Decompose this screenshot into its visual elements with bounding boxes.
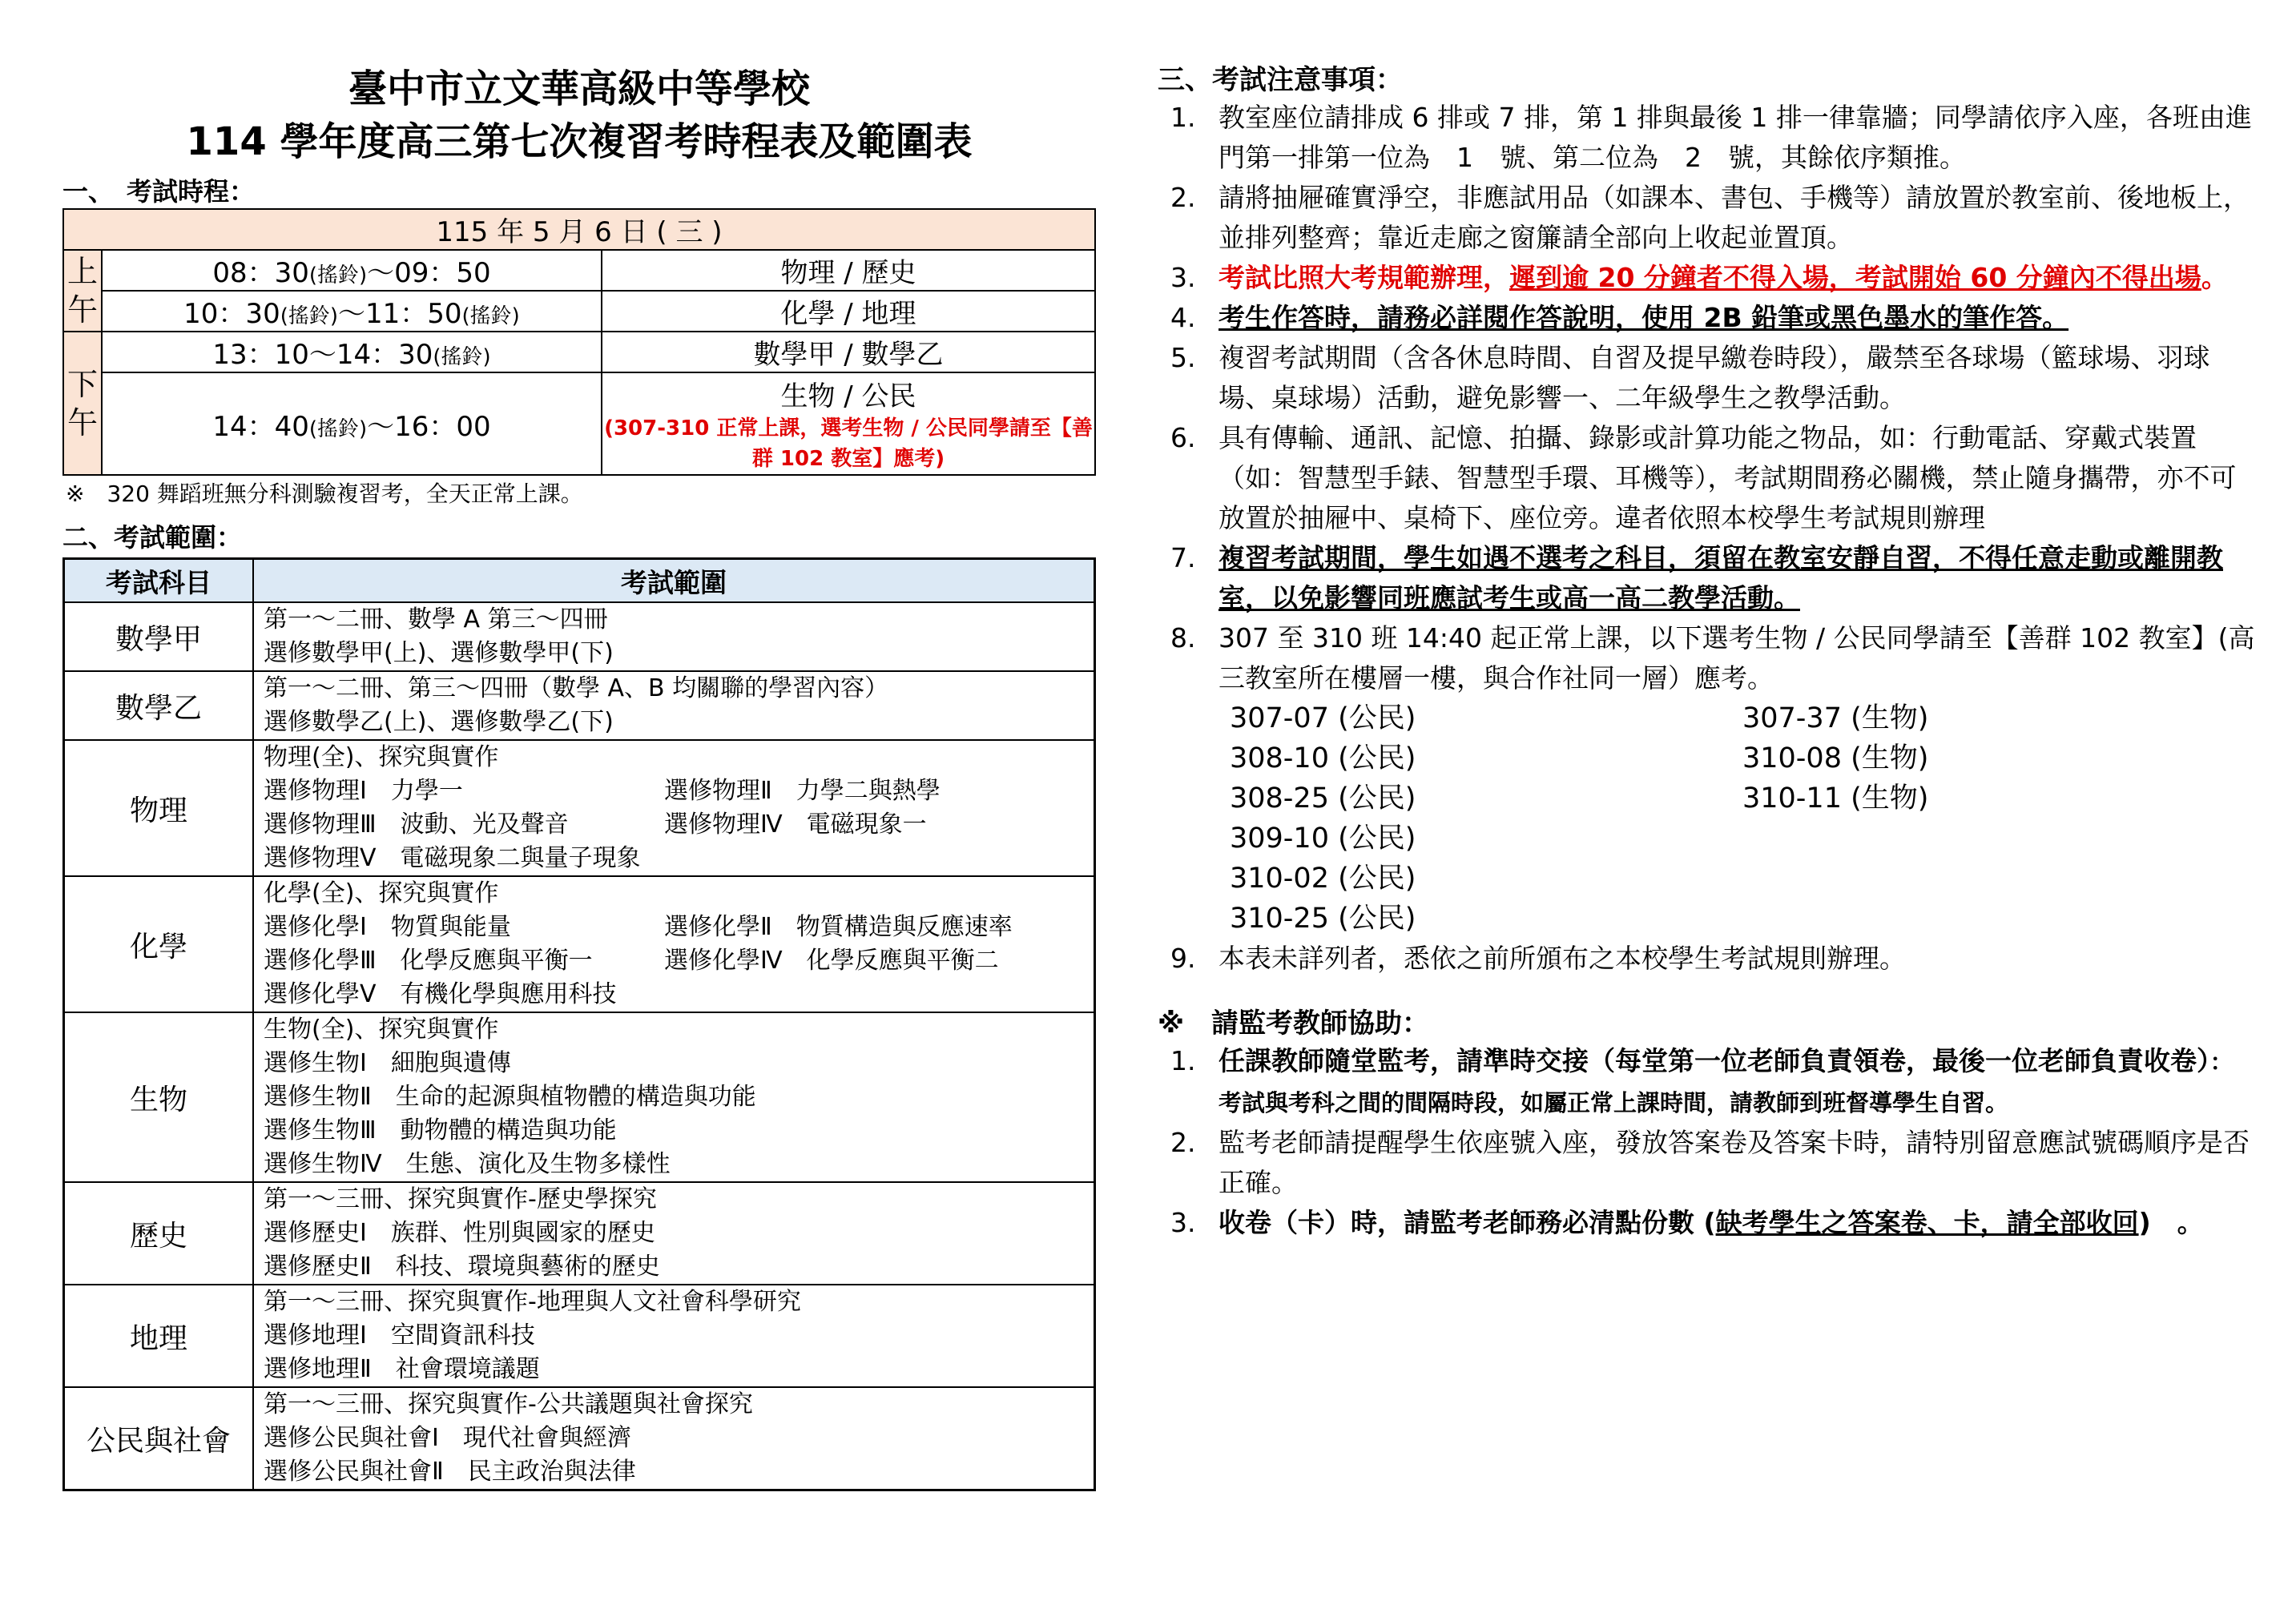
class-entry: 308-10 (公民) (1230, 742, 1416, 774)
scope-line: 選修化學Ⅴ 有機化學與應用科技 (264, 980, 617, 1008)
class-entry: 310-08 (生物) (1742, 742, 1929, 774)
document-title: 114 學年度高三第七次複習考時程表及範圍表 (186, 119, 973, 164)
civics-class-list (1230, 698, 1416, 939)
note-item-4: 4. 考生作答時，請務必詳閱作答說明，使用 2B 鉛筆或黑色墨水的筆作答。 (1170, 302, 2069, 333)
class-entry: 310-25 (公民) (1230, 903, 1416, 935)
scope-line: 第一～三冊、探究與實作-公共議題與社會探究 (264, 1390, 753, 1418)
scope-line: 選修公民與社會Ⅱ 民主政治與法律 (264, 1458, 636, 1486)
scope-subject: 歷史 (64, 1182, 254, 1285)
scope-line: 化學(全)、探究與實作 (264, 879, 499, 907)
class-entry: 307-07 (公民) (1230, 702, 1416, 734)
note-item-2: 2. 請將抽屜確實淨空，非應試用品（如課本、書包、手機等）請放置於教室前、後地板上，並排列整齊；靠近走廊之窗簾請全部向上收起並置頂。 (1170, 182, 2250, 253)
left-column (62, 62, 1096, 1491)
scope-line: 選修生物Ⅳ 生態、演化及生物多樣性 (264, 1150, 671, 1178)
scope-row (64, 671, 1095, 740)
class-entry: 310-02 (公民) (1230, 863, 1416, 895)
note-item-5: 5. 複習考試期間（含各休息時間、自習及提早繳卷時段），嚴禁至各球場（籃球場、羽球場、桌球場）活動，避免影響一、二年級學生之教學活動。 (1170, 342, 2210, 413)
scope-line: 選修地理Ⅱ 社會環境議題 (264, 1355, 540, 1383)
exam-date: 115 年 5 月 6 日 ( 三 ) (63, 209, 1095, 250)
class-entry: 307-37 (生物) (1742, 702, 1929, 734)
proctor-item-3: 3. 收卷（卡）時，請監考老師務必清點份數 (缺考學生之答案卷、卡，請全部收回) 。 (1170, 1207, 2204, 1238)
note-item-6: 6. 具有傳輸、通訊、記憶、拍攝、錄影或計算功能之物品，如：行動電話、穿戴式裝置（如：智慧型手錶、智慧型手環、耳機等），考試期間務必關機，禁止隨身攜帶，亦不可放置於抽屜中、桌椅下、座位旁。違者依照本校學生考試規則辦理 (1170, 422, 2237, 533)
scope-subject: 化學 (64, 876, 254, 1012)
scope-row (64, 602, 1095, 671)
slot-4-note: (307-310 正常上課，選考生物 / 公民同學請至【善群 102 教室】應考) (604, 416, 1093, 471)
schedule-heading: 一、 考試時程： (62, 176, 256, 207)
scope-row (64, 1285, 1095, 1387)
time-slot-4: 14：40(搖鈴)～16：00 (102, 372, 602, 475)
scope-line: 物理(全)、探究與實作 (264, 743, 499, 771)
note-item-3: 3. 考試比照大考規範辦理，遲到逾 20 分鐘者不得入場，考試開始 60 分鐘內不得出場。 (1170, 262, 2228, 293)
subject-slot-2: 化學 / 地理 (602, 291, 1095, 332)
scope-content (253, 671, 1095, 740)
scope-table (62, 557, 1096, 1491)
biology-class-list (1742, 698, 1928, 819)
col-subject-header: 考試科目 (64, 559, 254, 603)
scope-subject: 公民與社會 (64, 1387, 254, 1490)
class-entry: 309-10 (公民) (1230, 823, 1416, 855)
scope-line: 生物(全)、探究與實作 (264, 1016, 499, 1044)
morning-label: 上 午 (63, 250, 102, 332)
note-item-9: 9. 本表未詳列者，悉依之前所頒布之本校學生考試規則辦理。 (1170, 943, 1906, 974)
school-title: 臺中市立文華高級中等學校 (348, 66, 810, 111)
scope-line: 選修物理Ⅰ 力學一 選修物理Ⅱ 力學二與熱學 (264, 777, 941, 805)
scope-line: 選修化學Ⅰ 物質與能量 選修化學Ⅱ 物質構造與反應速率 (264, 913, 1013, 941)
scope-content (253, 1387, 1095, 1490)
right-column (1158, 62, 2255, 1243)
scope-content (253, 1182, 1095, 1285)
scope-row (64, 1012, 1095, 1182)
scope-subject: 數學甲 (64, 602, 254, 671)
scope-line: 第一～二冊、數學 A 第三～四冊 (264, 605, 608, 634)
scope-line: 選修生物Ⅱ 生命的起源與植物體的構造與功能 (264, 1083, 756, 1111)
scope-line: 選修數學乙(上)、選修數學乙(下) (264, 708, 614, 736)
time-slot-3: 13：10～14：30(搖鈴) (102, 332, 602, 372)
note-item-1: 1. 教室座位請排成 6 排或 7 排，第 1 排與最後 1 排一律靠牆；同學請依序入座，各班由進門第一排第一位為 1 號、第二位為 2 號，其餘依序類推。 (1170, 102, 2252, 173)
scope-line: 選修化學Ⅲ 化學反應與平衡一 選修化學Ⅳ 化學反應與平衡二 (264, 947, 999, 975)
class-entry: 308-25 (公民) (1230, 782, 1416, 815)
col-scope-header: 考試範圍 (253, 559, 1095, 603)
proctor-item-1: 1. 任課教師隨堂監考，請準時交接（每堂第一位老師負責領卷，最後一位老師負責收卷）：考試與考科之間的間隔時段，如屬正常上課時間，請教師到班督導學生自習。 (1170, 1045, 2234, 1116)
scope-subject: 物理 (64, 740, 254, 876)
scope-content (253, 876, 1095, 1012)
subject-slot-4: 生物 / 公民 (307-310 正常上課，選考生物 / 公民同學請至【善群 102 教室】應考) (602, 372, 1095, 475)
schedule-table (62, 208, 1096, 476)
note-item-8: 8. 307 至 310 班 14:40 起正常上課，以下選考生物 / 公民同學請至【善群 102 教室】(高三教室所在樓層一樓，與合作社同一層）應考。 (1170, 622, 2255, 694)
scope-line: 選修歷史Ⅱ 科技、環境與藝術的歷史 (264, 1253, 660, 1281)
scope-row (64, 1182, 1095, 1285)
proctor-heading: ※ 請監考教師協助： (1158, 1008, 1430, 1040)
scope-line: 選修生物Ⅲ 動物體的構造與功能 (264, 1116, 617, 1144)
scope-content (253, 1012, 1095, 1182)
scope-subject: 生物 (64, 1012, 254, 1182)
scope-content (253, 1285, 1095, 1387)
scope-content (253, 740, 1095, 876)
scope-line: 選修地理Ⅰ 空間資訊科技 (264, 1321, 535, 1349)
scope-row (64, 1387, 1095, 1490)
notes-heading: 三、考試注意事項： (1158, 64, 1403, 96)
exam-class-list (1158, 698, 2255, 939)
subject-slot-1: 物理 / 歷史 (602, 250, 1095, 291)
dance-class-note: ※ 320 舞蹈班無分科測驗複習考，全天正常上課。 (66, 481, 583, 507)
scope-line: 選修物理Ⅴ 電磁現象二與量子現象 (264, 844, 641, 872)
proctor-item-2: 2. 監考老師請提醒學生依座號入座，發放答案卷及答案卡時，請特別留意應試號碼順序是否正確。 (1170, 1127, 2250, 1198)
scope-line: 選修數學甲(上)、選修數學甲(下) (264, 639, 614, 667)
scope-subject: 數學乙 (64, 671, 254, 740)
class-entry: 310-11 (生物) (1742, 782, 1929, 815)
scope-line: 第一～二冊、第三～四冊（數學 A、B 均關聯的學習內容） (264, 674, 889, 702)
scope-line: 選修生物Ⅰ 細胞與遺傳 (264, 1049, 511, 1077)
scope-heading: 二、考試範圍： (62, 522, 243, 553)
subject-slot-3: 數學甲 / 數學乙 (602, 332, 1095, 372)
scope-subject: 地理 (64, 1285, 254, 1387)
time-slot-2: 10：30(搖鈴)～11：50(搖鈴) (102, 291, 602, 332)
note-item-7: 7. 複習考試期間，學生如遇不選考之科目，須留在教室安靜自習，不得任意走動或離開教室，以免影響同班應試考生或高一高二教學活動。 (1170, 542, 2223, 613)
scope-row (64, 740, 1095, 876)
scope-line: 選修公民與社會Ⅰ 現代社會與經濟 (264, 1424, 631, 1452)
scope-line: 選修物理Ⅲ 波動、光及聲音 選修物理Ⅳ 電磁現象一 (264, 810, 927, 839)
scope-line: 選修歷史Ⅰ 族群、性別與國家的歷史 (264, 1219, 655, 1247)
time-slot-1: 08：30(搖鈴)～09：50 (102, 250, 602, 291)
scope-line: 第一～三冊、探究與實作-歷史學探究 (264, 1185, 657, 1213)
scope-row (64, 876, 1095, 1012)
scope-content (253, 602, 1095, 671)
scope-line: 第一～三冊、探究與實作-地理與人文社會科學研究 (264, 1288, 801, 1316)
afternoon-label: 下 午 (63, 332, 102, 475)
